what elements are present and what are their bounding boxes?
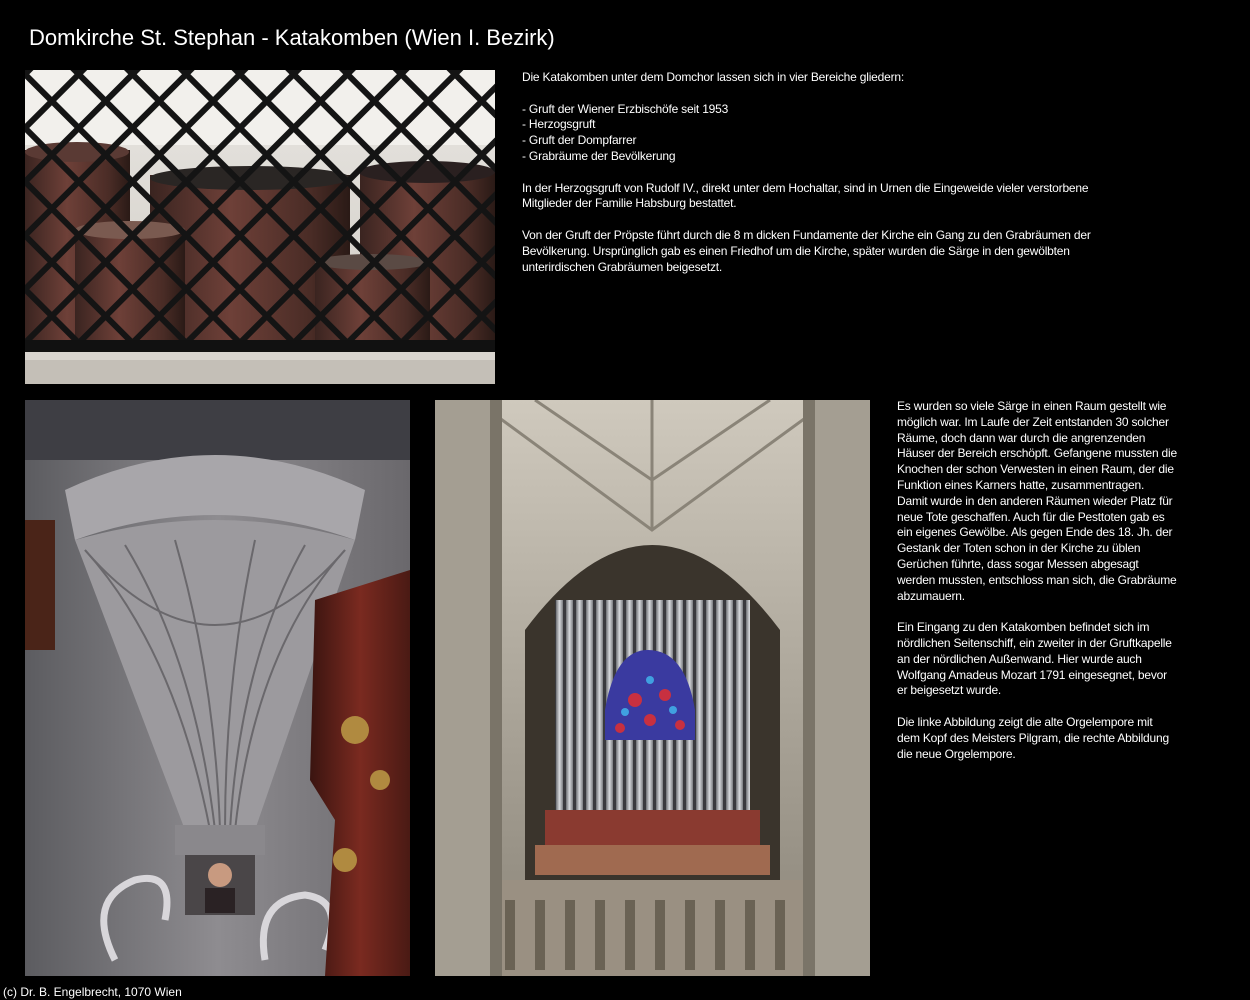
coffins-paragraph: Es wurden so viele Särge in einen Raum gestellt wie möglich war. Im Laufe der Zeit entstanden 30 solcher Räume, doch dann war durch die angrenzenden Häuser der Bereich erschöpft. Gefangene mussten die Knochen der schon Verwesten in einen Raum, der die Funktion eines Karners hatte, zusammentragen. Damit wurde in den anderen Räumen wieder Platz für neue Tote geschaffen. Auch für die Pesttoten gab es ein eigenes Gewölbe. Als gegen Ende des 18. Jh. der Gestank der Toten schon in der Kirche zu üblen Gerüchen führte, dass sogar Messen abgesagt werden mussten, entschloss man sich, die Grabräume abzumauern. xyxy=(897,399,1177,603)
herzogsgruft-paragraph: In der Herzogsgruft von Rudolf IV., direkt unter dem Hochaltar, sind in Urnen die Eingeweide vieler verstorbene Mitglieder der Familie Habsburg bestattet. xyxy=(522,180,1089,211)
propste-gruft-paragraph: Von der Gruft der Pröpste führt durch die 8 m dicken Fundamente der Kirche ein Gang zu den Grabräumen der Bevölkerung. Ursprünglich gab es einen Friedhof um die Kirche, später wurden die Särge in den gewölbten unterirdischen Grabräumen beigesetzt. xyxy=(522,227,1091,274)
intro-text-block xyxy=(522,70,1112,291)
caption-paragraph: Die linke Abbildung zeigt die alte Orgelempore mit dem Kopf des Meisters Pilgram, die rechte Abbildung die neue Orgelempore. xyxy=(897,714,1169,761)
list-item: - Herzogsgruft xyxy=(522,117,596,132)
list-item: - Grabräume der Bevölkerung xyxy=(522,148,676,163)
photo-urns-behind-grille xyxy=(25,70,495,384)
list-item: - Gruft der Dompfarrer xyxy=(522,133,637,148)
urns-image xyxy=(25,70,495,384)
intro-paragraph: Die Katakomben unter dem Domchor lassen sich in vier Bereiche gliedern: xyxy=(522,70,904,84)
photo-old-organ-loft xyxy=(25,400,410,976)
copyright-footer: (c) Dr. B. Engelbrecht, 1070 Wien xyxy=(3,985,182,999)
old-organ-image xyxy=(25,400,410,976)
page-title: Domkirche St. Stephan - Katakomben (Wien I. Bezirk) xyxy=(29,25,555,50)
new-organ-image xyxy=(435,400,870,976)
entrance-paragraph: Ein Eingang zu den Katakomben befindet sich im nördlichen Seitenschiff, ein zweiter in der Gruftkapelle an der nördlichen Außenwand. Hier wurde auch Wolfgang Amadeus Mozart 1791 eingesegnet, bevor er beigesetzt wurde. xyxy=(897,620,1172,698)
list-item: - Gruft der Wiener Erzbischöfe seit 1953 xyxy=(522,101,729,116)
history-text-block xyxy=(897,399,1177,778)
photo-new-organ-loft xyxy=(435,400,870,976)
crypt-areas-list xyxy=(522,102,1112,165)
